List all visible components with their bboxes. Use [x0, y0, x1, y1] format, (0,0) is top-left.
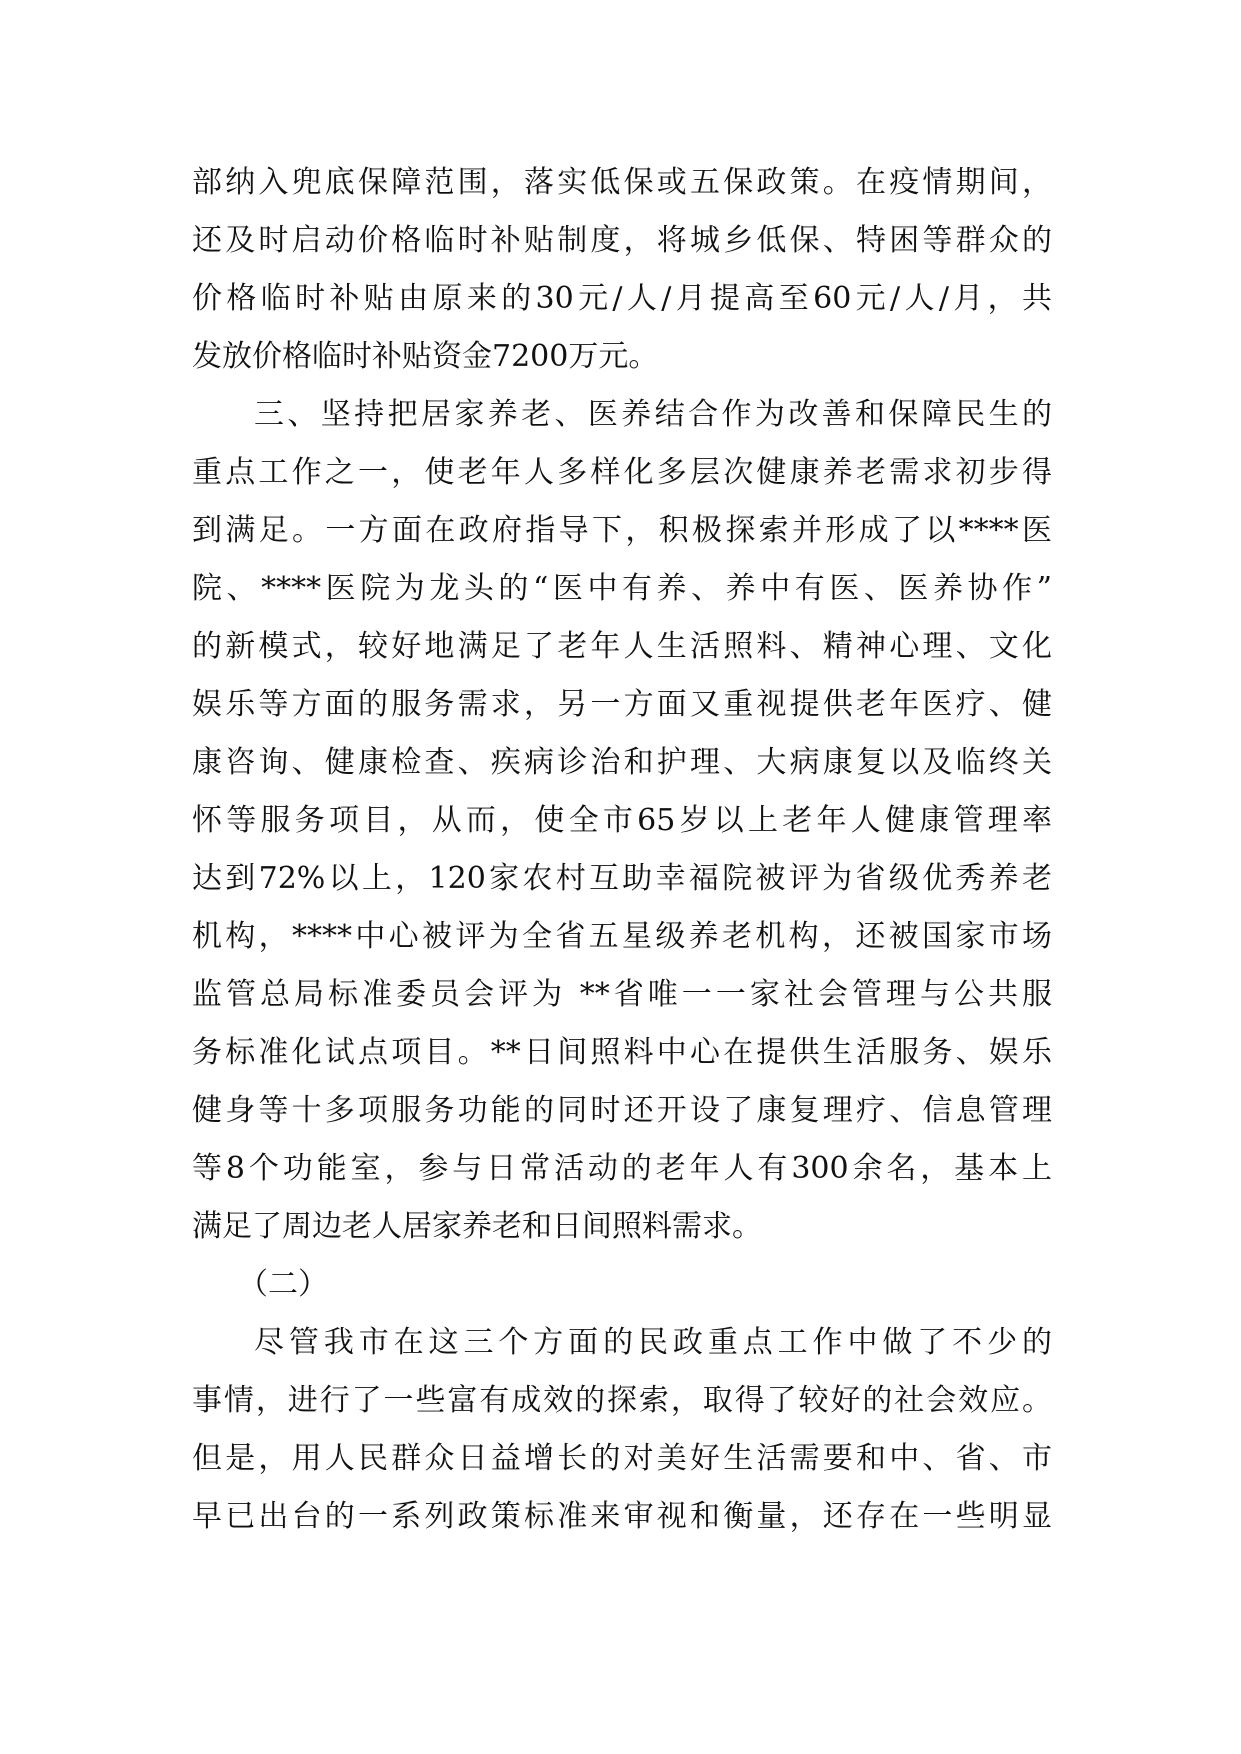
text-line: 发放价格临时补贴资金7200万元。: [192, 339, 659, 374]
text-line: 机构，****中心被评为全省五星级养老机构，还被国家市场: [192, 919, 1052, 954]
text-line: 尽管我市在这三个方面的民政重点工作中做了不少的: [254, 1325, 1052, 1360]
text-line: 到满足。一方面在政府指导下，积极探索并形成了以****医: [192, 513, 1052, 548]
text-line: 三、坚持把居家养老、医养结合作为改善和保障民生的: [254, 397, 1052, 432]
text-line: 还及时启动价格临时补贴制度，将城乡低保、特困等群众的: [192, 223, 1052, 258]
text-line: 价格临时补贴由原来的30元/人/月提高至60元/人/月，共: [192, 281, 1052, 316]
text-line: 怀等服务项目，从而，使全市65岁以上老年人健康管理率: [192, 803, 1052, 838]
text-line: 达到72%以上，120家农村互助幸福院被评为省级优秀养老: [192, 861, 1052, 896]
body-text: [192, 154, 1052, 1546]
text-line: 但是，用人民群众日益增长的对美好生活需要和中、省、市: [192, 1441, 1052, 1476]
text-line: 康咨询、健康检查、疾病诊治和护理、大病康复以及临终关: [192, 745, 1052, 780]
text-line: 等8个功能室，参与日常活动的老年人有300余名，基本上: [192, 1151, 1052, 1186]
text-line: 事情，进行了一些富有成效的探索，取得了较好的社会效应。: [192, 1383, 1052, 1418]
text-line: 早已出台的一系列政策标准来审视和衡量，还存在一些明显: [192, 1499, 1052, 1534]
text-line: 监管总局标准委员会评为 **省唯一一家社会管理与公共服: [192, 977, 1052, 1012]
text-line: 娱乐等方面的服务需求，另一方面又重视提供老年医疗、健: [192, 687, 1052, 722]
text-line: 满足了周边老人居家养老和日间照料需求。: [192, 1209, 762, 1244]
text-line: 重点工作之一，使老年人多样化多层次健康养老需求初步得: [192, 455, 1052, 490]
text-line: 健身等十多项服务功能的同时还开设了康复理疗、信息管理: [192, 1093, 1052, 1128]
text-line: 的新模式，较好地满足了老年人生活照料、精神心理、文化: [192, 629, 1052, 664]
text-line: 务标准化试点项目。**日间照料中心在提供生活服务、娱乐: [192, 1035, 1052, 1070]
text-line: 院、****医院为龙头的“医中有养、养中有医、医养协作”: [192, 571, 1052, 606]
text-line: 部纳入兜底保障范围，落实低保或五保政策。在疫情期间，: [192, 165, 1052, 200]
section-heading: （二）: [238, 1267, 328, 1302]
